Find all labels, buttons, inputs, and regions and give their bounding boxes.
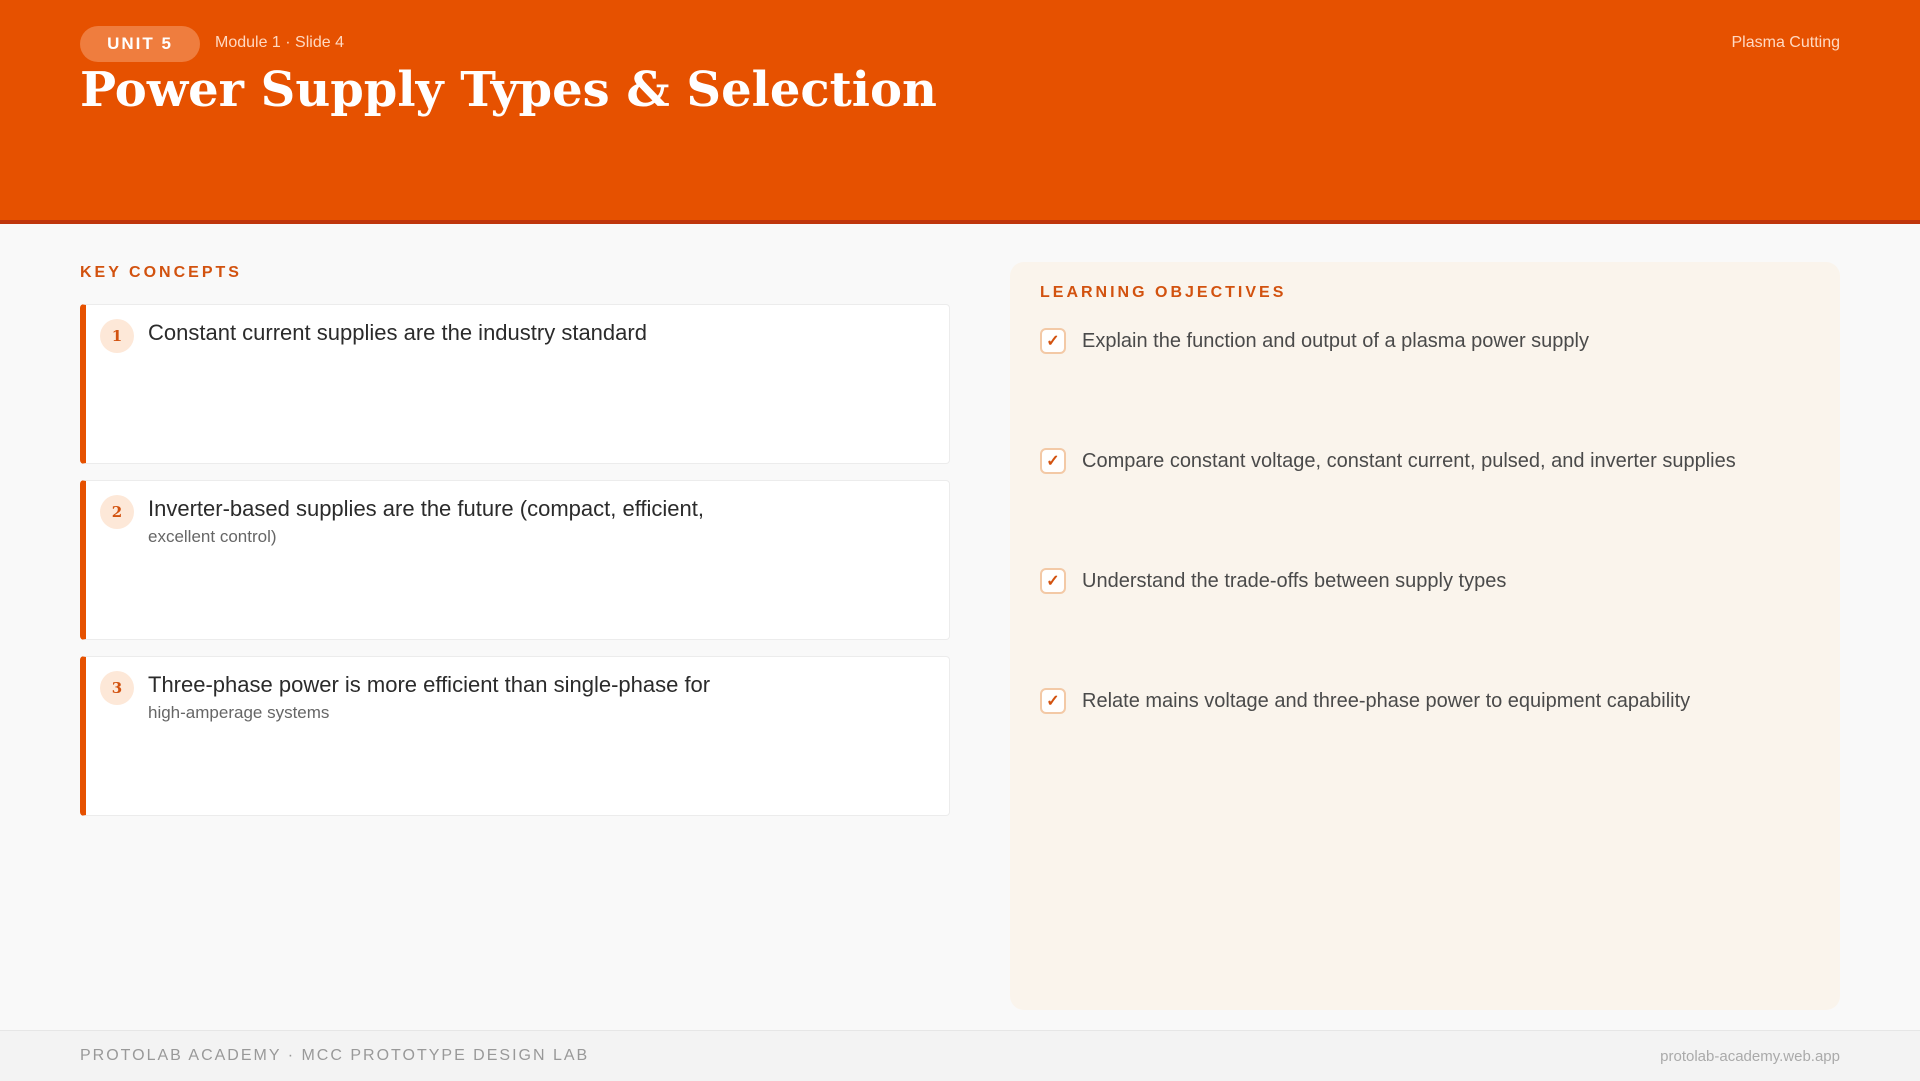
concept-number-badge: 2 [100,495,134,529]
concept-main-text: Constant current supplies are the industry standard [148,320,647,345]
module-slide-info: Module 1 · Slide 4 [215,34,344,51]
slide-footer [0,1030,1920,1081]
checkmark-icon: ✓ [1040,448,1066,474]
concept-main-text: Three-phase power is more efficient than single-phase for [148,672,711,697]
objective-text: Relate mains voltage and three-phase power to equipment capability [1082,689,1691,712]
footer-url: protolab-academy.web.app [1660,1048,1840,1065]
concept-text [148,319,929,351]
concept-number-badge: 1 [100,319,134,353]
concept-card [80,480,950,640]
concept-card [80,656,950,816]
course-topic: Plasma Cutting [1731,34,1840,51]
key-concepts-heading: KEY CONCEPTS [80,264,242,281]
concept-text [148,671,929,723]
objective-text: Understand the trade-offs between supply types [1082,569,1507,592]
objective-text: Explain the function and output of a plasma power supply [1082,329,1589,352]
unit-badge: UNIT 5 [80,26,200,62]
concept-sub-text: high-amperage systems [148,703,330,722]
learning-objectives-heading: LEARNING OBJECTIVES [1040,284,1287,301]
slide-title: Power Supply Types & Selection [80,62,937,118]
objective-item [1040,328,1589,354]
key-concepts-list [80,304,950,816]
footer-brand: PROTOLAB ACADEMY · MCC PROTOTYPE DESIGN LAB [80,1047,590,1064]
slide-header [0,0,1920,224]
objective-item [1040,688,1690,714]
checkmark-icon: ✓ [1040,568,1066,594]
key-concepts-section [80,264,950,816]
concept-text [148,495,929,547]
concept-main-text: Inverter-based supplies are the future (compact, efficient, [148,496,704,521]
checkmark-icon: ✓ [1040,688,1066,714]
learning-objectives-panel [1010,262,1840,1010]
objective-item [1040,568,1506,594]
objective-item [1040,448,1736,474]
concept-number-badge: 3 [100,671,134,705]
concept-sub-text: excellent control) [148,527,277,546]
objective-text: Compare constant voltage, constant current, pulsed, and inverter supplies [1082,449,1736,472]
concept-card [80,304,950,464]
checkmark-icon: ✓ [1040,328,1066,354]
